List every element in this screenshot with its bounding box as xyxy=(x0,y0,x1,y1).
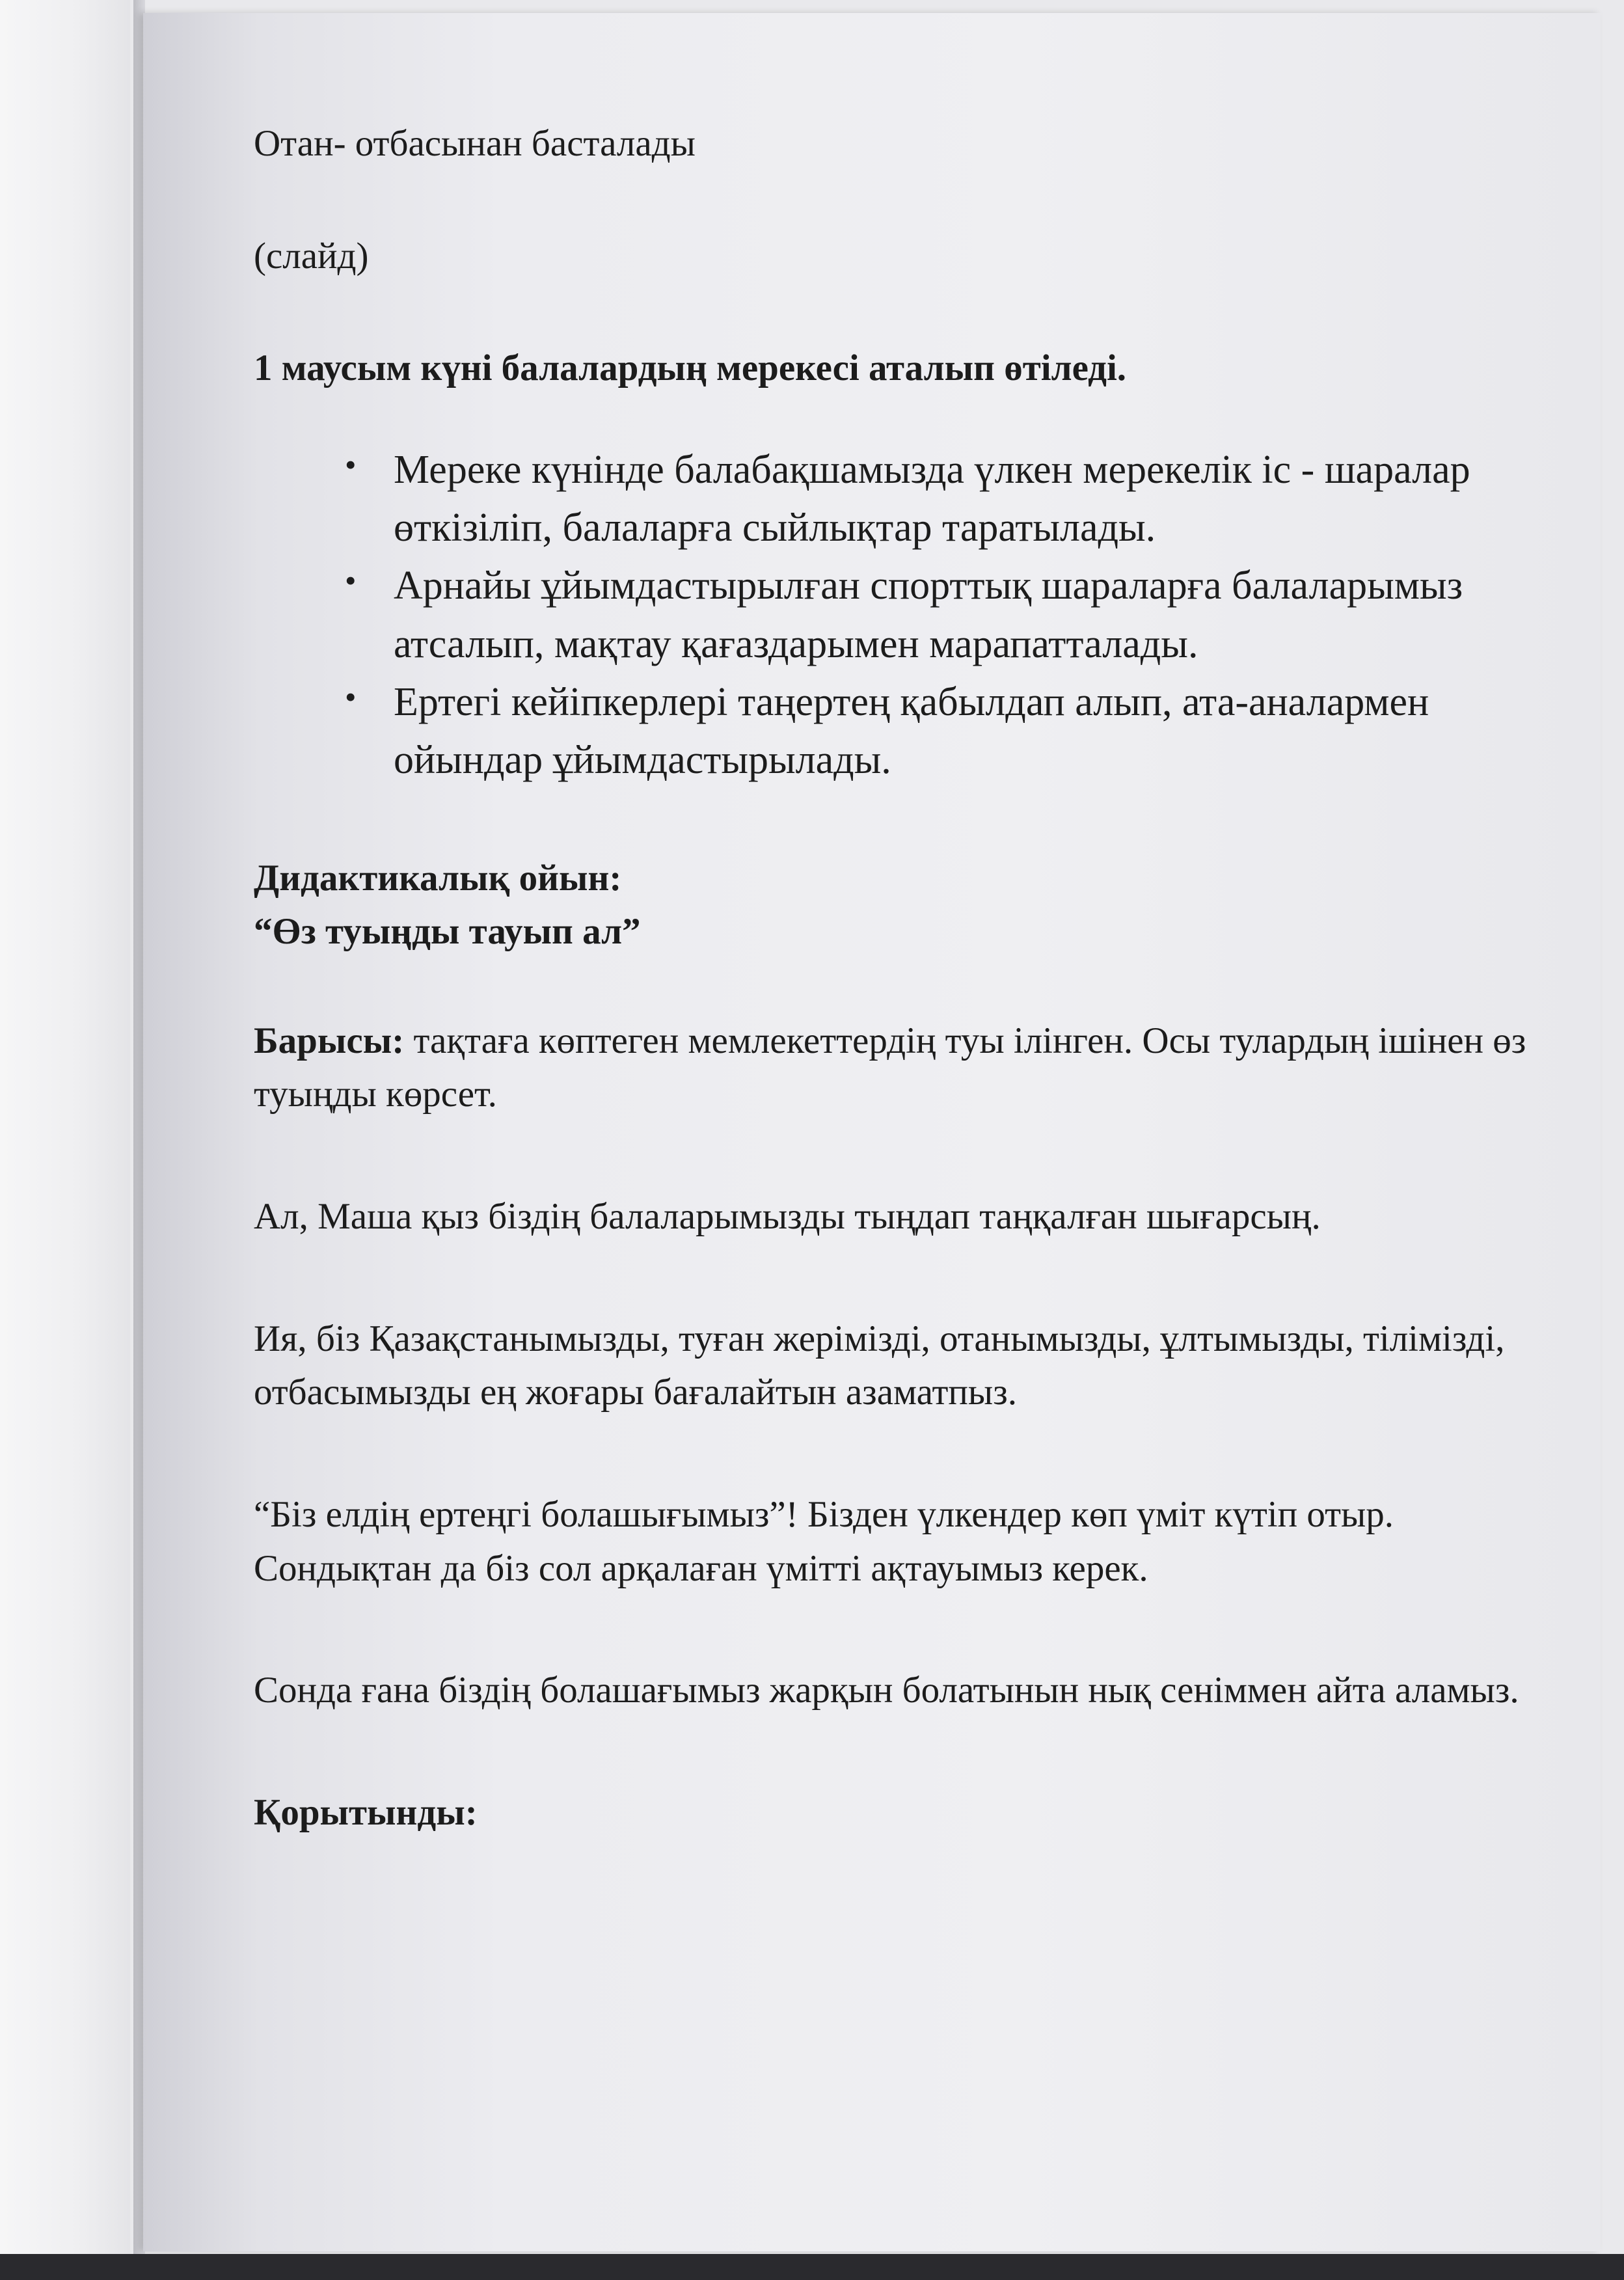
game-name: “Өз туыңды тауып ал” xyxy=(254,911,641,953)
game-block xyxy=(254,852,1542,959)
bullet-item: • Арнайы ұйымдастырылған спорттық шараларға балаларымыз атсалып, мақтау қағаздарымен марапатталады. xyxy=(254,557,1542,673)
slide-note: (слайд) xyxy=(254,235,369,277)
game-label: Дидактикалық ойын: xyxy=(254,857,622,899)
paragraph-2: Ия, біз Қазақстанымызды, туған жерімізді, отанымызды, ұлтымызды, тілімізді, отбасымызды ең жоғары бағалайтын азаматпыз. xyxy=(254,1318,1505,1413)
bullet-item: • Ертегі кейіпкерлері таңертең қабылдап алып, ата-аналармен ойындар ұйымдастырылады. xyxy=(254,673,1542,790)
bullet-list xyxy=(254,441,1542,790)
paragraph-3: “Біз елдің ертеңгі болашығымыз”! Бізден үлкендер көп үміт күтіп отыр. Сондықтан да біз сол арқалаған үмітті ақтауымыз керек. xyxy=(254,1494,1394,1589)
progress-text: тақтаға көптеген мемлекеттердің туы ілінген. Осы тулардың ішінен өз туыңды көрсет. xyxy=(254,1020,1526,1115)
section-heading: 1 маусым күні балалардың мерекесі аталып өтіледі. xyxy=(254,347,1127,389)
game-progress xyxy=(254,1014,1542,1122)
document-content xyxy=(254,117,1542,1840)
conclusion-heading: Қорытынды: xyxy=(254,1791,478,1833)
paragraph-4: Сонда ғана біздің болашағымыз жарқын болатынын нық сеніммен айта аламыз. xyxy=(254,1670,1519,1711)
document-title: Отан- отбасынан басталады xyxy=(254,123,696,164)
paragraph-1: Ал, Маша қыз біздің балаларымызды тыңдап таңқалған шығарсың. xyxy=(254,1196,1321,1238)
progress-label: Барысы: xyxy=(254,1020,405,1061)
scanner-bottom-edge xyxy=(0,2254,1624,2280)
scanner-left-edge xyxy=(0,0,130,2280)
bullet-item: • Мереке күнінде балабақшамызда үлкен мерекелік іс - шаралар өткізіліп, балаларға сыйлықтар таратылады. xyxy=(254,441,1542,558)
